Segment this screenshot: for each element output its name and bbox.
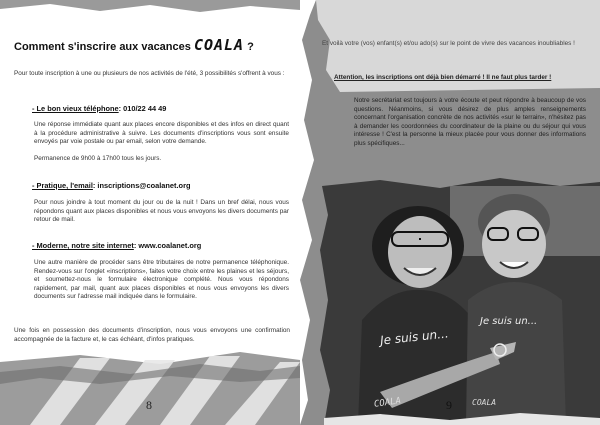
email-heading-value: : inscriptions@coalanet.org <box>92 181 191 190</box>
shirt-brand-right: COALA <box>472 398 497 407</box>
phone-body: Une réponse immédiate quant aux places encore disponibles et des infos en direct quant à la procédure administrative à suivre. Les documents d'inscriptions vous sont ensuite envoyés par voie postale ou par email, selon votre demande. <box>34 121 289 146</box>
secretariat-text: Notre secrétariat est toujours à votre écoute et peut répondre à beaucoup de vos questions. Néanmoins, si vous désirez de plus amples renseignements concernant l'organisation concrète de nos activités «sur le terrain», n'hésitez pas à demander les coordonnées du coordinateur de la plaine ou du séjour qui vous intéresse ! C'est la personne la mieux placée pour vous donner des informations plus spécifiques... <box>354 97 586 147</box>
intro-text: Pour toute inscription à une ou plusieurs de nos activités de l'été, 3 possibilités s'offrent à vous : <box>14 70 285 77</box>
right-intro: Et voilà votre (vos) enfant(s) et/ou ado(s) sur le point de vivre des vacances inoubliables ! <box>322 40 575 47</box>
shirt-text-right: Je suis un... <box>480 316 538 327</box>
shirt-text-left: Je suis un... <box>379 326 450 348</box>
page-number-right: 9 <box>446 398 452 412</box>
email-body: Pour nous joindre à tout moment du jour ou de la nuit ! Dans un bref délai, nous vous répondons quant aux places disponibles et nous vous envoyons les divers documents par retour de mail. <box>34 199 289 224</box>
right-page <box>300 0 600 425</box>
phone-heading <box>32 104 166 113</box>
web-heading-value: : www.coalanet.org <box>133 241 202 250</box>
web-heading <box>32 241 201 250</box>
web-body: Une autre manière de procéder sans être tributaires de notre permanence téléphonique. Rendez-vous sur l'onglet «inscriptions», faites votre choix entre les plaines et les séjours, et soumettez-nous le formulaire électronique complété. Nous vous répondons rapidement, par mail, quant aux places disponibles et nous vous envoyons les divers documents sur l'adresse mail indiquée dans le formulaire. <box>34 259 289 301</box>
phone-heading-label: - Le bon vieux téléphone <box>32 104 119 113</box>
page-title <box>14 36 254 54</box>
title-brand: COALA <box>193 36 245 54</box>
title-suffix: ? <box>247 41 254 53</box>
title-prefix: Comment s'inscrire aux vacances <box>14 41 191 53</box>
page-number-left: 8 <box>146 398 152 412</box>
email-heading-label: - Pratique, l'email <box>32 181 93 190</box>
phone-hours: Permanence de 9h00 à 17h00 tous les jours. <box>34 155 162 162</box>
closing-text: Une fois en possession des documents d'inscription, nous vous envoyons une confirmation accompagnée de la facture et, le cas échéant, d'infos pratiques. <box>14 327 290 343</box>
shirt-brand-left: COALA <box>373 396 402 410</box>
kids-photo <box>300 0 600 425</box>
attention-notice: Attention, les inscriptions ont déjà bien démarré ! Il ne faut plus tarder ! <box>334 74 552 81</box>
email-heading <box>32 181 190 190</box>
phone-heading-value: : 010/22 44 49 <box>118 104 167 113</box>
web-heading-label: - Moderne, notre site internet <box>32 241 134 250</box>
